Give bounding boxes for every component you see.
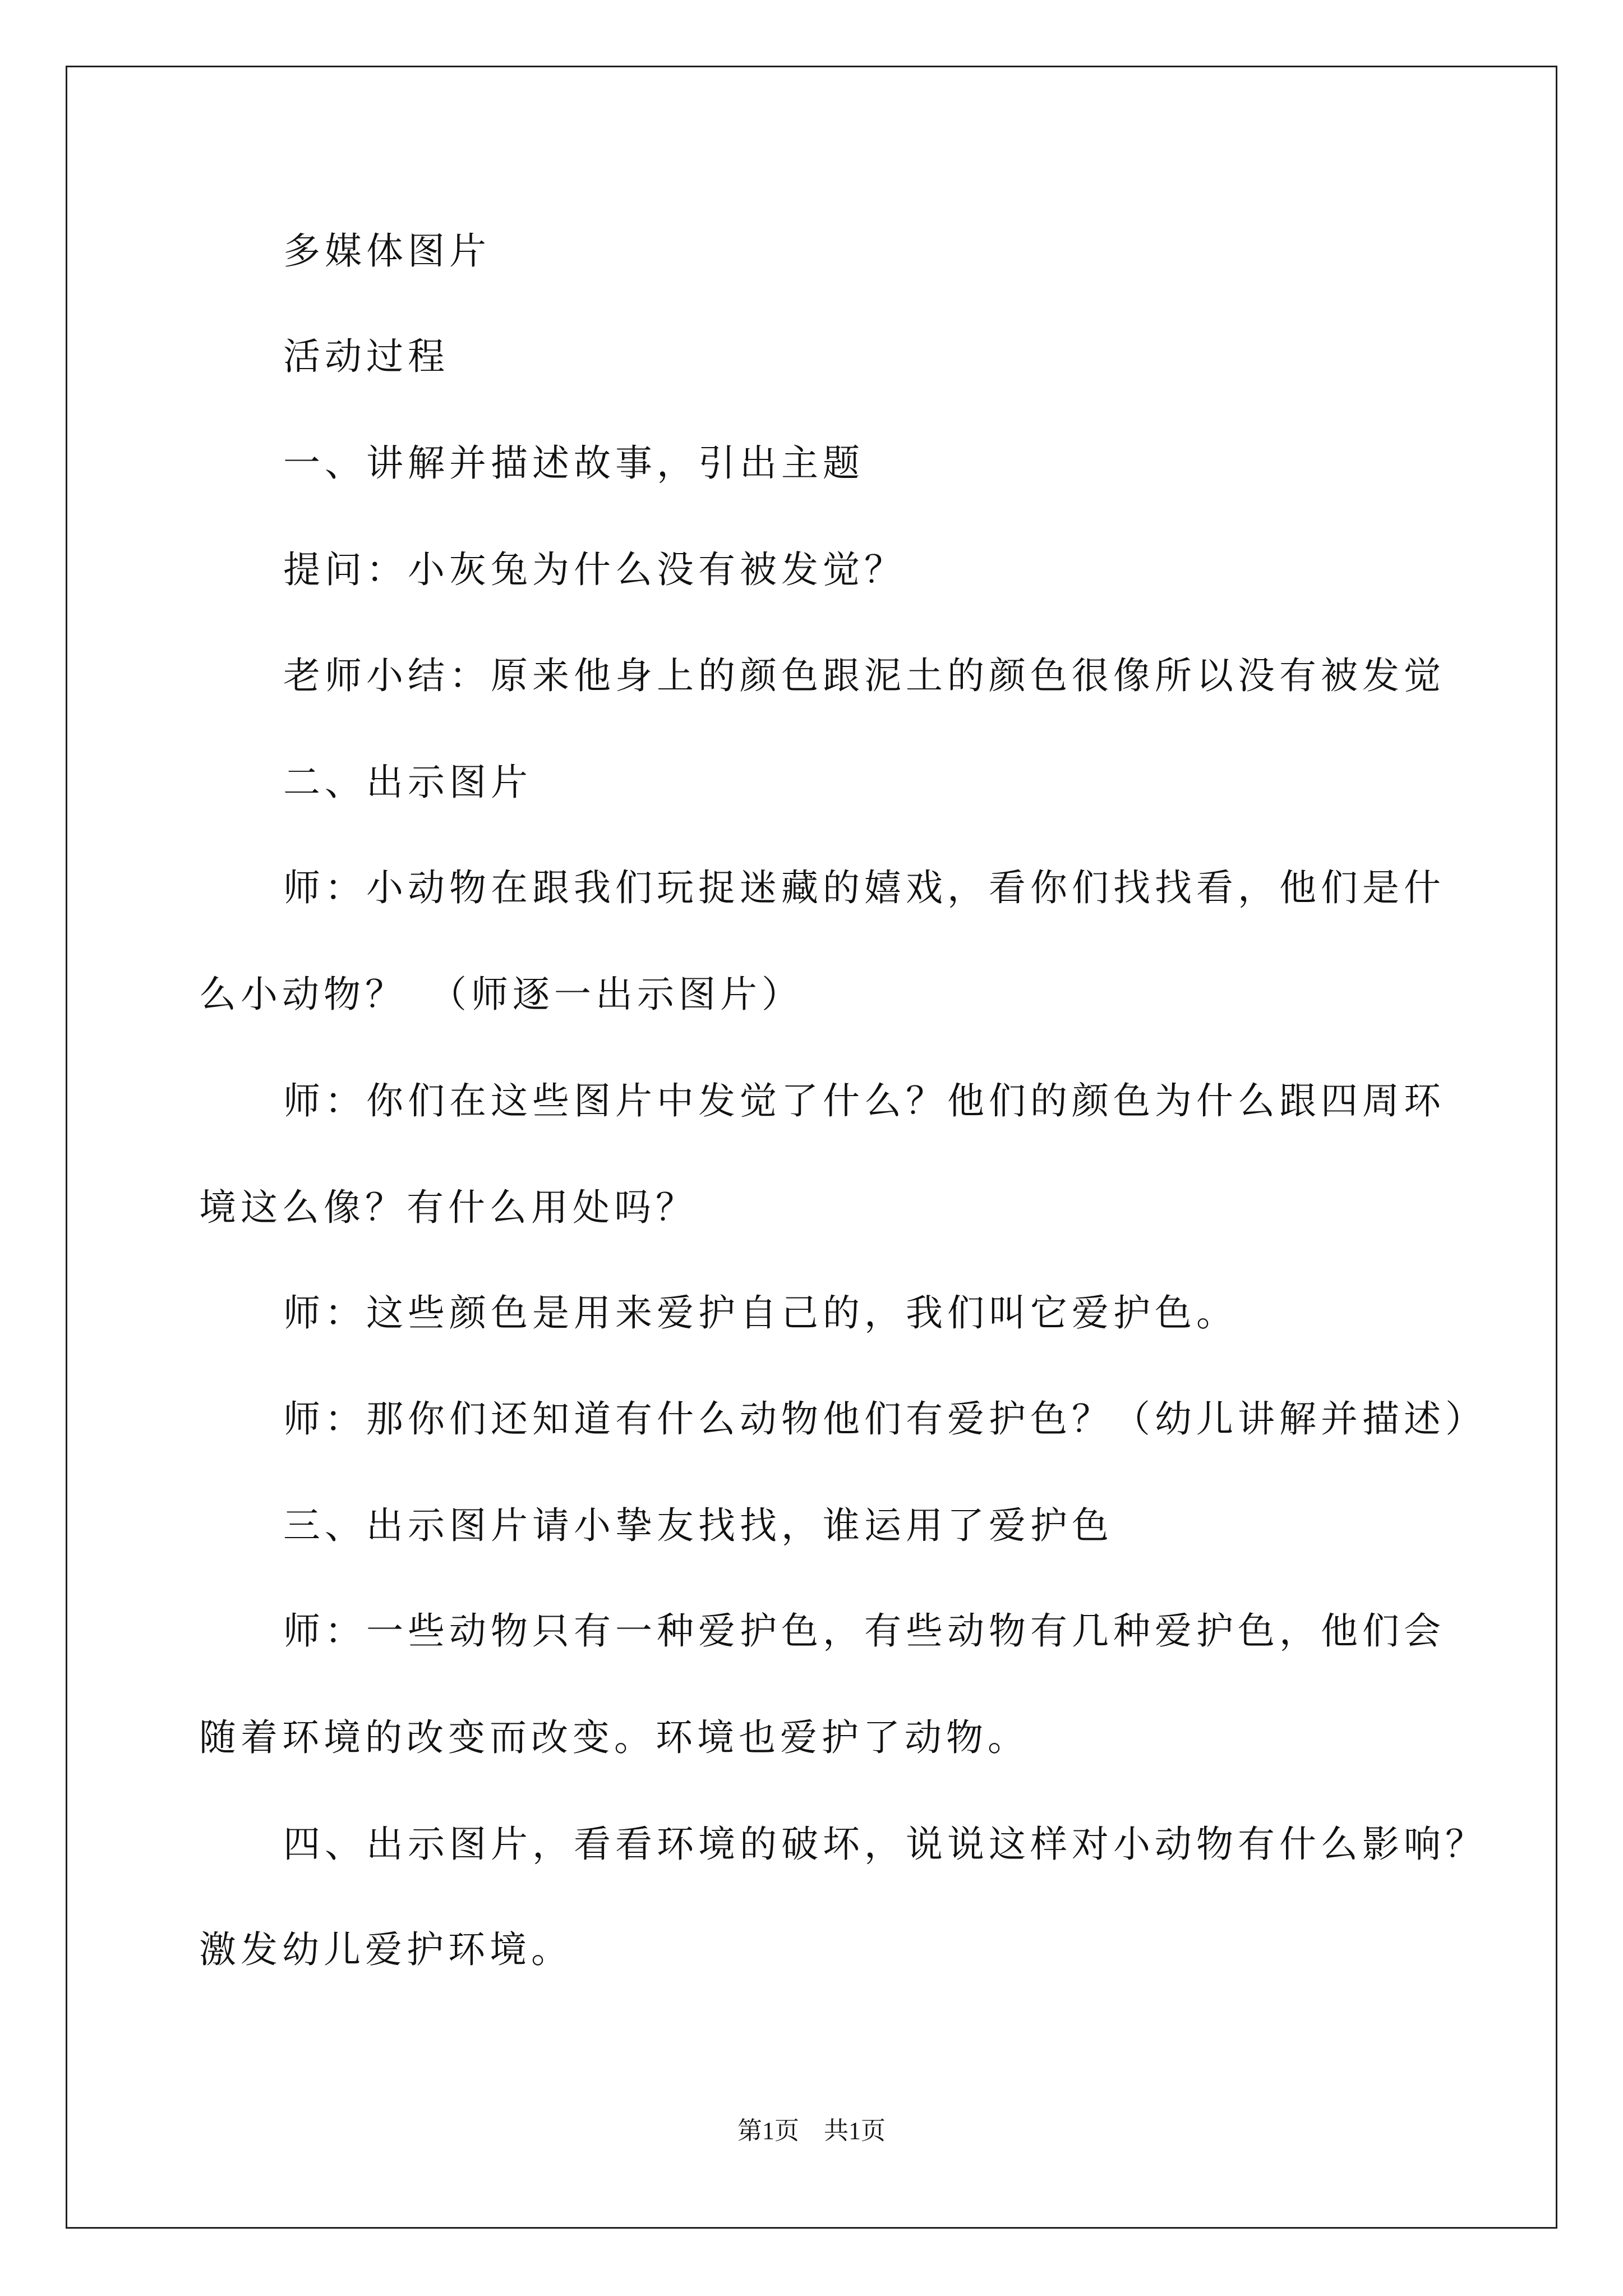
page-footer: 第1页 共1页: [737, 2117, 886, 2145]
text-line: 多媒体图片: [283, 229, 491, 273]
text-line: 师：你们在这些图片中发觉了什么？他们的颜色为什么跟四周环: [283, 1079, 1445, 1122]
text-line: 提问：小灰兔为什么没有被发觉？: [283, 548, 906, 591]
text-line: 四、出示图片，看看环境的破坏，说说这样对小动物有什么影响？: [283, 1823, 1487, 1866]
text-line: 么小动物？ （师逐一出示图片）: [199, 973, 803, 1016]
text-line: 激发幼儿爱护环境。: [199, 1928, 573, 1971]
text-line: 三、出示图片请小挚友找找，谁运用了爱护色: [283, 1504, 1113, 1547]
text-line: 活动过程: [283, 335, 449, 378]
text-line: 师：这些颜色是用来爱护自己的，我们叫它爱护色。: [283, 1291, 1238, 1335]
text-line: 师：一些动物只有一种爱护色，有些动物有几种爱护色，他们会: [283, 1609, 1445, 1653]
text-line: 师：那你们还知道有什么动物他们有爱护色？（幼儿讲解并描述）: [283, 1397, 1487, 1441]
text-line: 一、讲解并描述故事，引出主题: [283, 441, 864, 485]
text-line: 师：小动物在跟我们玩捉迷藏的嬉戏，看你们找找看，他们是什: [283, 866, 1445, 909]
text-line: 二、出示图片: [283, 761, 532, 804]
text-line: 老师小结：原来他身上的颜色跟泥土的颜色很像所以没有被发觉: [283, 654, 1445, 697]
page-border: [66, 66, 1557, 2229]
text-line: 境这么像？有什么用处吗？: [199, 1186, 697, 1229]
text-line: 随着环境的改变而改变。环境也爱护了动物。: [199, 1716, 1029, 1759]
